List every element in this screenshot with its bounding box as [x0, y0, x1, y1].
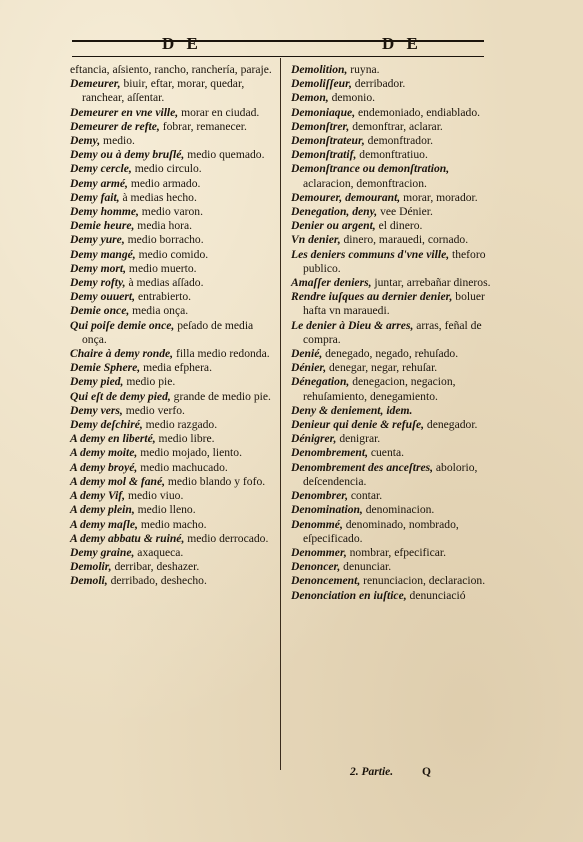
- entry-definition: endemoniado, endiablado.: [355, 105, 481, 119]
- dictionary-entry: [291, 589, 491, 603]
- entry-definition: boluer hafta vn marauedi.: [303, 290, 485, 318]
- entry-headword: Demy homme,: [70, 205, 139, 219]
- dictionary-entry: [291, 503, 491, 517]
- dictionary-entry: [291, 489, 491, 503]
- entry-definition: ruyna.: [347, 63, 380, 76]
- entry-definition: medio machucado.: [137, 460, 228, 474]
- dictionary-entry: [70, 432, 276, 446]
- entry-headword: Denonciation en iuſtice,: [291, 588, 407, 602]
- entry-headword: Denommer,: [291, 545, 347, 559]
- dictionary-entry: [70, 574, 276, 588]
- entry-definition: theforo publico.: [303, 247, 486, 275]
- entry-headword: Demy ouuert,: [70, 290, 136, 304]
- entry-definition: renunciacion, declaracion.: [360, 574, 486, 588]
- entry-definition: medio quemado.: [184, 148, 265, 162]
- dictionary-entry: [70, 390, 276, 404]
- header-left: D E: [162, 34, 202, 53]
- entry-headword: Demonſtrer,: [291, 119, 350, 133]
- entry-definition: medio circulo.: [131, 162, 202, 176]
- entry-definition: morar, morador.: [400, 190, 478, 204]
- entry-headword: Demoliſſeur,: [291, 77, 352, 91]
- entry-definition: medio muerto.: [126, 261, 197, 275]
- entry-definition: dinero, marauedi, cornado.: [340, 233, 469, 247]
- dictionary-entry: [291, 404, 491, 418]
- dictionary-entry: [70, 347, 276, 361]
- dictionary-entry: [70, 276, 276, 290]
- dictionary-entry: [70, 262, 276, 276]
- dictionary-entry: [70, 205, 276, 219]
- entry-definition: denunciació: [406, 588, 466, 602]
- entry-definition: grande de medio pie.: [170, 389, 271, 403]
- dictionary-entry: [291, 319, 491, 347]
- entry-definition: denunciar.: [340, 560, 392, 574]
- entry-headword: Dénegation,: [291, 375, 350, 389]
- entry-headword: Les deniers communs d'vne ville,: [291, 247, 450, 261]
- dictionary-entry: [70, 248, 276, 262]
- entry-definition: medio macho.: [137, 517, 207, 531]
- entry-definition: medio.: [100, 134, 135, 148]
- dictionary-entry: [291, 191, 491, 205]
- entry-headword: A demy moite,: [70, 446, 138, 460]
- entry-headword: Demonſtrateur,: [291, 134, 365, 148]
- entry-headword: A demy broyé,: [70, 460, 138, 474]
- dictionary-entry: [291, 432, 491, 446]
- entry-headword: Demie Sphere,: [70, 361, 141, 375]
- entry-definition: à medias aſſado.: [125, 276, 204, 290]
- entry-definition: medio pie.: [123, 375, 176, 389]
- dictionary-entry: [291, 446, 491, 460]
- dictionary-entry: [291, 106, 491, 120]
- entry-headword: Denommé,: [291, 517, 343, 531]
- entry-definition: medio mojado, liento.: [137, 446, 242, 460]
- dictionary-entry: [70, 518, 276, 532]
- entry-definition: fobrar, remanecer.: [159, 119, 247, 133]
- left-column: [70, 63, 276, 589]
- dictionary-entry: [291, 574, 491, 588]
- dictionary-entry: [291, 233, 491, 247]
- entry-definition: aclaracion, demonftracion.: [303, 176, 427, 190]
- dictionary-entry: [291, 148, 491, 162]
- dictionary-entry: [291, 361, 491, 375]
- dictionary-entry: [70, 233, 276, 247]
- entry-definition: eftancia, aſsiento, rancho, ranchería, paraje.: [70, 63, 272, 76]
- entry-headword: Deny & deniement, idem.: [291, 403, 413, 417]
- entry-definition: medio libre.: [155, 432, 215, 446]
- dictionary-entry: [291, 276, 491, 290]
- dictionary-entry: [70, 106, 276, 120]
- entry-definition: demonftrador.: [364, 134, 434, 148]
- entry-headword: Rendre iuſques au dernier denier,: [291, 290, 453, 304]
- entry-headword: Demy graine,: [70, 545, 135, 559]
- entry-definition: denegar, negar, rehuſar.: [326, 361, 438, 375]
- entry-definition: derribar, deshazer.: [111, 560, 200, 574]
- entry-headword: Demon,: [291, 91, 329, 105]
- entry-headword: Demoniaque,: [291, 105, 356, 119]
- entry-definition: cuenta.: [367, 446, 405, 460]
- entry-definition: abolorio, deſcendencia.: [303, 460, 478, 488]
- running-header: [72, 34, 482, 54]
- right-column: [291, 63, 491, 603]
- entry-definition: axaqueca.: [134, 545, 184, 559]
- dictionary-entry: [291, 205, 491, 219]
- entry-definition: entrabierto.: [135, 290, 192, 304]
- entry-definition: vee Dénier.: [377, 205, 433, 219]
- entry-headword: Denieur qui denie & refuſe,: [291, 418, 424, 432]
- entry-definition: derribado, deshecho.: [107, 574, 207, 588]
- header-rule-bottom: [72, 56, 484, 57]
- entry-headword: A demy mol & fané,: [70, 474, 165, 488]
- dictionary-entry: [70, 304, 276, 318]
- entry-definition: media efphera.: [140, 361, 212, 375]
- dictionary-entry: [291, 375, 491, 403]
- dictionary-entry: [70, 532, 276, 546]
- dictionary-entry: [291, 560, 491, 574]
- entry-headword: Demie heure,: [70, 219, 135, 233]
- entry-definition: denominacion.: [362, 503, 435, 517]
- entry-definition: medio armado.: [127, 176, 201, 190]
- dictionary-entry: [291, 290, 491, 318]
- entry-definition: filla medio redonda.: [173, 347, 270, 361]
- dictionary-entry: [70, 148, 276, 162]
- entry-headword: Demolition,: [291, 63, 348, 76]
- entry-headword: Demy deſchiré,: [70, 418, 143, 432]
- entry-headword: Demie once,: [70, 304, 130, 318]
- dictionary-entry: [70, 120, 276, 134]
- entry-definition: el dinero.: [375, 219, 423, 233]
- dictionary-entry: [291, 219, 491, 233]
- entry-definition: à medias hecho.: [119, 190, 197, 204]
- entry-definition: medio borracho.: [124, 233, 204, 247]
- entry-definition: demonftrar, aclarar.: [349, 119, 443, 133]
- entry-headword: Denombrement,: [291, 446, 368, 460]
- entry-headword: Denier ou argent,: [291, 219, 376, 233]
- entry-headword: Vn denier,: [291, 233, 341, 247]
- dictionary-entry: [70, 134, 276, 148]
- entry-headword: Demonſtrance ou demonſtration,: [291, 162, 450, 176]
- header-right: D E: [382, 34, 422, 53]
- entry-headword: Dénier,: [291, 361, 327, 375]
- entry-headword: Demourer, demourant,: [291, 190, 401, 204]
- entry-headword: Denegation, deny,: [291, 205, 378, 219]
- dictionary-entry: [291, 162, 491, 190]
- entry-headword: Denomination,: [291, 503, 363, 517]
- entry-definition: medio comido.: [135, 247, 209, 261]
- dictionary-entry: [70, 546, 276, 560]
- entry-headword: Denoncement,: [291, 574, 361, 588]
- entry-headword: Amaſſer deniers,: [291, 276, 372, 290]
- column-divider: [280, 58, 281, 770]
- entry-headword: Demoli,: [70, 574, 108, 588]
- dictionary-entry: [70, 219, 276, 233]
- entry-headword: Demy yure,: [70, 233, 125, 247]
- dictionary-entry: [70, 475, 276, 489]
- entry-headword: Demeurer,: [70, 77, 121, 91]
- dictionary-entry: [70, 290, 276, 304]
- dictionary-entry: [70, 319, 276, 347]
- dictionary-entry: [70, 503, 276, 517]
- entry-definition: morar en ciudad.: [178, 105, 260, 119]
- dictionary-entry: [291, 546, 491, 560]
- entry-headword: Demy vers,: [70, 403, 123, 417]
- dictionary-entry: [70, 191, 276, 205]
- entry-definition: media hora.: [134, 219, 193, 233]
- entry-definition: denegador.: [424, 418, 478, 432]
- entry-definition: denegado, negado, rehuſado.: [322, 347, 459, 361]
- entry-headword: Denombrement des anceſtres,: [291, 460, 434, 474]
- dictionary-entry: [291, 461, 491, 489]
- part-label: 2. Partie.: [350, 766, 394, 778]
- entry-headword: Demeurer de refte,: [70, 119, 160, 133]
- dictionary-entry: [70, 361, 276, 375]
- entry-headword: Demy fait,: [70, 190, 120, 204]
- entry-definition: medio lleno.: [134, 503, 196, 517]
- entry-headword: Demy pied,: [70, 375, 124, 389]
- dictionary-entry: [291, 134, 491, 148]
- entry-definition: media onça.: [129, 304, 189, 318]
- entry-definition: medio varon.: [138, 205, 203, 219]
- dictionary-entry: [70, 446, 276, 460]
- entry-headword: Demy mort,: [70, 261, 127, 275]
- dictionary-entry: [291, 120, 491, 134]
- dictionary-entry: [291, 347, 491, 361]
- dictionary-entry: [70, 461, 276, 475]
- entry-definition: nombrar, efpecificar.: [346, 545, 447, 559]
- entry-definition: medio blando y fofo.: [165, 474, 266, 488]
- entry-definition: denigrar.: [336, 432, 381, 446]
- dictionary-entry: [70, 404, 276, 418]
- entry-headword: Demy,: [70, 134, 101, 148]
- entry-headword: A demy abbatu & ruiné,: [70, 531, 185, 545]
- entry-headword: Demy armé,: [70, 176, 128, 190]
- entry-definition: denominado, nombrado, eſpecificado.: [303, 517, 459, 545]
- signature-mark: Q: [422, 766, 431, 778]
- entry-headword: A demy Vif,: [70, 489, 126, 503]
- entry-definition: arras, feñal de compra.: [303, 318, 482, 346]
- dictionary-entry: [291, 91, 491, 105]
- page-footer: [350, 766, 431, 778]
- entry-headword: Demy mangé,: [70, 247, 136, 261]
- entry-definition: juntar, arrebañar dineros.: [371, 276, 491, 290]
- entry-definition: demonftratiuo.: [356, 148, 428, 162]
- entry-headword: Qui eſt de demy pied,: [70, 389, 171, 403]
- entry-headword: Demolir,: [70, 560, 112, 574]
- entry-definition: medio viuo.: [125, 489, 184, 503]
- dictionary-entry: [291, 248, 491, 276]
- entry-headword: Demy ou à demy bruſlé,: [70, 148, 185, 162]
- entry-definition: demonio.: [328, 91, 376, 105]
- entry-definition: medio razgado.: [142, 418, 218, 432]
- dictionary-entry: [291, 518, 491, 546]
- entry-definition: derribador.: [351, 77, 406, 91]
- dictionary-entry: [70, 177, 276, 191]
- entry-headword: Demonſtratif,: [291, 148, 357, 162]
- entry-definition: biuir, eftar, morar, quedar, ranchear, aſſentar.: [82, 77, 245, 105]
- entry-definition: medio verfo.: [122, 403, 185, 417]
- dictionary-entry: [70, 375, 276, 389]
- dictionary-entry: [70, 489, 276, 503]
- entry-headword: A demy en liberté,: [70, 432, 156, 446]
- entry-headword: A demy maſle,: [70, 517, 138, 531]
- dictionary-entry: [70, 77, 276, 105]
- entry-definition: contar.: [348, 489, 383, 503]
- entry-headword: Denombrer,: [291, 489, 349, 503]
- entry-headword: Denoncer,: [291, 560, 341, 574]
- entry-headword: Demy rofty,: [70, 276, 126, 290]
- entry-headword: Demy cercle,: [70, 162, 132, 176]
- dictionary-entry: [70, 418, 276, 432]
- entry-definition: medio derrocado.: [184, 531, 269, 545]
- dictionary-entry: [70, 162, 276, 176]
- entry-headword: Demeurer en vne ville,: [70, 105, 179, 119]
- entry-headword: Dénigrer,: [291, 432, 337, 446]
- entry-definition: denegacion, negacion, rehuſamiento, denegamiento.: [303, 375, 456, 403]
- dictionary-entry: [291, 77, 491, 91]
- dictionary-entry: [291, 418, 491, 432]
- entry-headword: Qui poiſe demie once,: [70, 318, 175, 332]
- entry-headword: Le denier à Dieu & arres,: [291, 318, 414, 332]
- entry-definition: peſado de media onça.: [82, 318, 254, 346]
- dictionary-entry: [70, 560, 276, 574]
- dictionary-entry: [291, 63, 491, 77]
- entry-headword: A demy plein,: [70, 503, 135, 517]
- dictionary-entry: [70, 63, 276, 77]
- entry-headword: Denié,: [291, 347, 323, 361]
- entry-headword: Chaire à demy ronde,: [70, 347, 174, 361]
